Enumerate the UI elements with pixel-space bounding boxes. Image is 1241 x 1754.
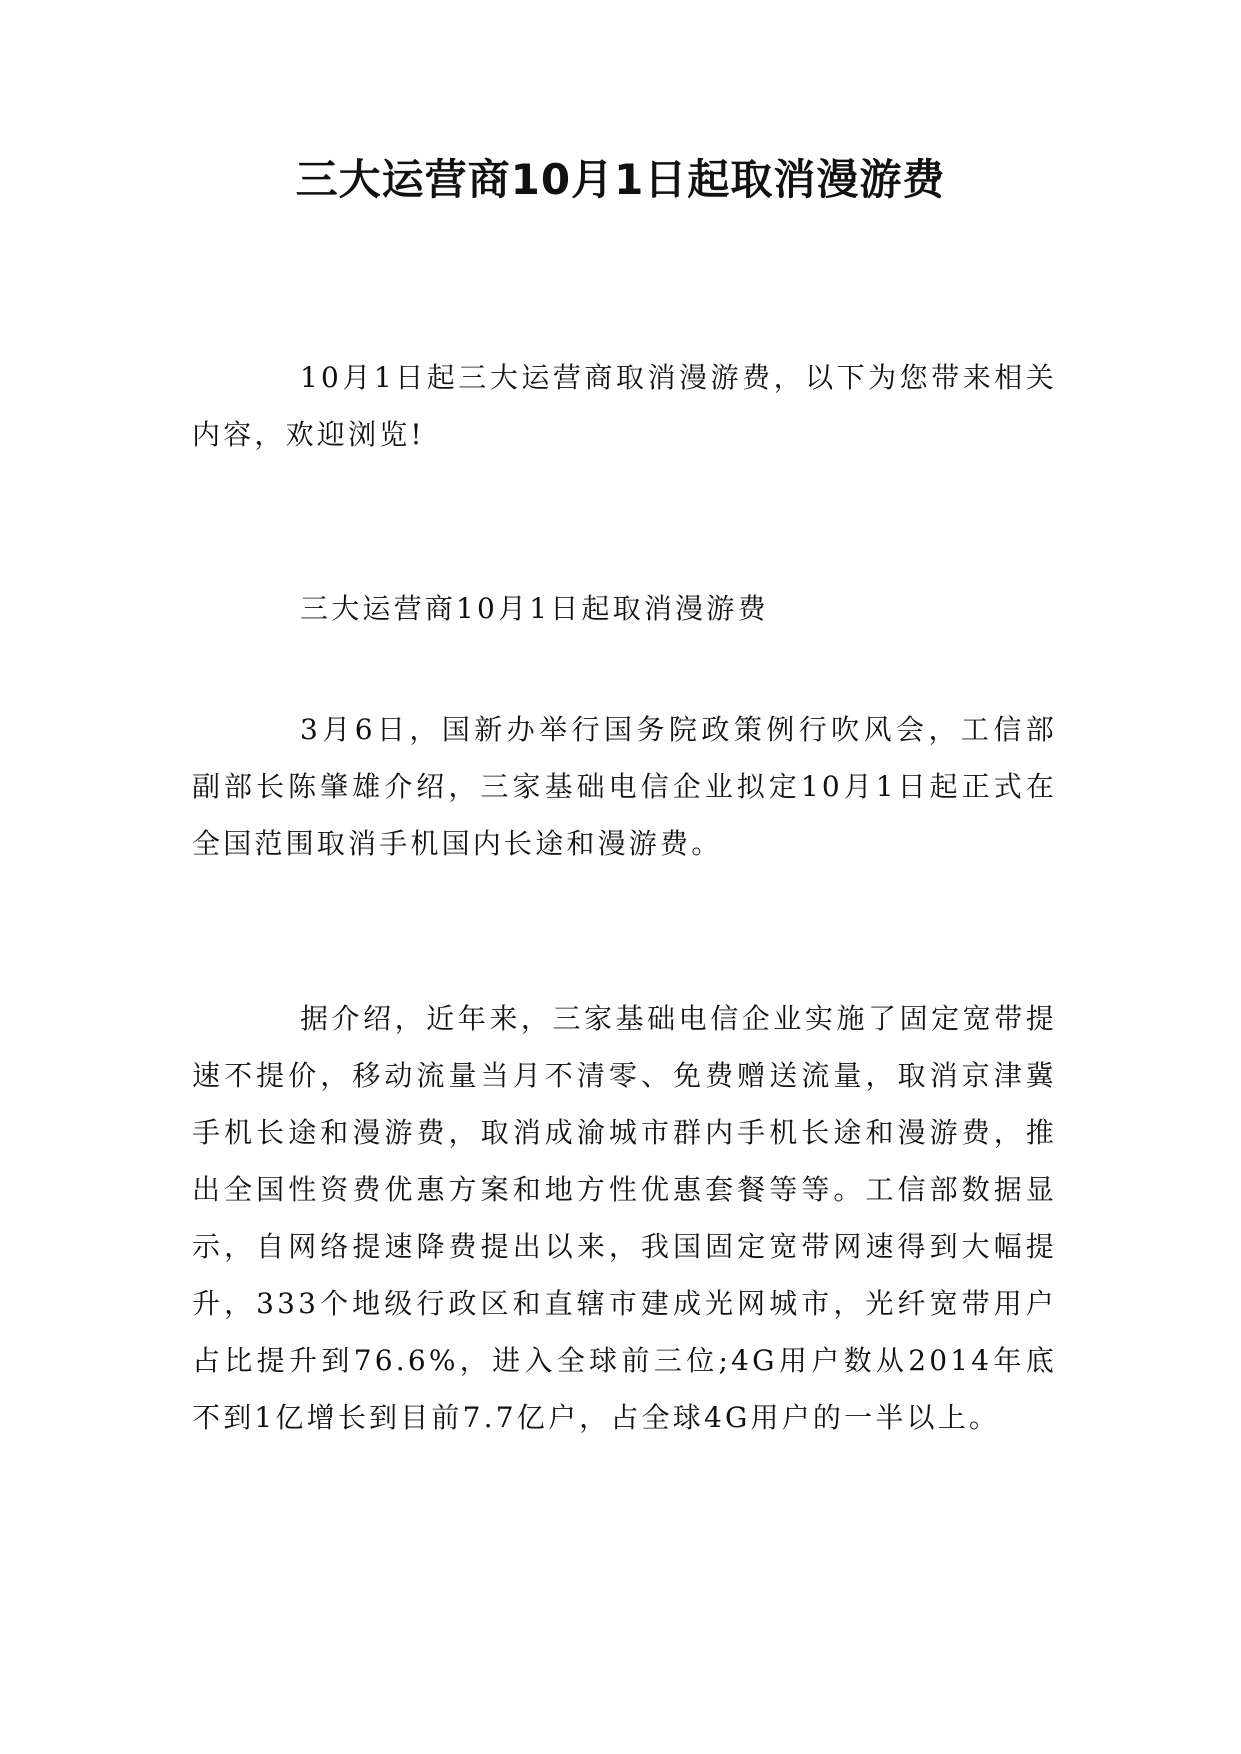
- intro-paragraph: 10月1日起三大运营商取消漫游费，以下为您带来相关内容，欢迎浏览!: [192, 361, 1057, 451]
- body-paragraph-2: 据介绍，近年来，三家基础电信企业实施了固定宽带提速不提价，移动流量当月不清零、免费赠送流量，取消京津冀手机长途和漫游费，取消成渝城市群内手机长途和漫游费，推出全国性资费优惠方案和地方性优惠套餐等等。工信部数据显示，自网络提速降费提出以来，我国固定宽带网速得到大幅提升，333个地级行政区和直辖市建成光网城市，光纤宽带用户占比提升到76.6%，进入全球前三位;4G用户数从2014年底不到1亿增长到目前7.7亿户，占全球4G用户的一半以上。: [192, 1002, 1057, 1434]
- section-heading-paragraph: 三大运营商10月1日起取消漫游费: [300, 592, 769, 625]
- body-paragraph-1: 3月6日，国新办举行国务院政策例行吹风会，工信部副部长陈肇雄介绍，三家基础电信企业拟定10月1日起正式在全国范围取消手机国内长途和漫游费。: [192, 713, 1057, 860]
- document-title: 三大运营商10月1日起取消漫游费: [295, 155, 946, 204]
